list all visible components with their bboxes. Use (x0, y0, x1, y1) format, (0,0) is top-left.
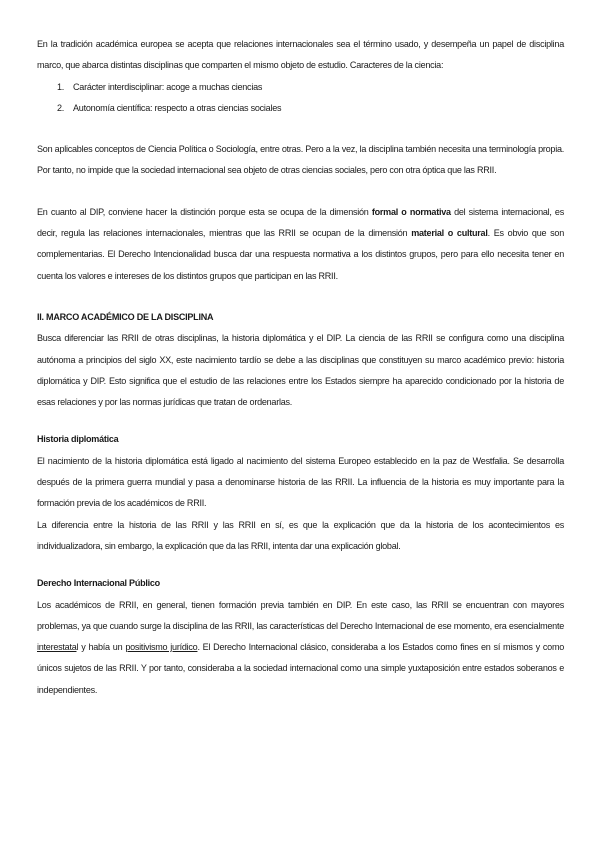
text-run: Los académicos de RRII, en general, tienen formación previa también en DIP. En este caso, las RRII se encuentran con mayores problemas, ya que cuando surge la disciplina de las RRII, las características del Derecho Internacional de ese momento, era esencialmente (37, 599, 564, 631)
underlined-term-interestatal: interestata (37, 642, 77, 653)
subheading-derecho-internacional: Derecho Internacional Público (37, 578, 160, 589)
science-characteristics-list (37, 77, 564, 120)
underlined-term-positivismo: positivismo jurídico (125, 642, 198, 653)
list-item-text: Carácter interdisciplinar: acoge a muchas ciencias (73, 81, 263, 92)
list-item-number: 2. (57, 102, 65, 113)
section-heading-academic-framework: II. MARCO ACADÉMICO DE LA DISCIPLINA (37, 311, 214, 322)
list-item-number: 1. (57, 81, 65, 92)
intro-paragraph: En la tradición académica europea se acepta que relaciones internacionales sea el término usado, y desempeña un papel de disciplina marco, que abarca distintas disciplinas que comparten el mismo objeto de estudio. Caracteres de la ciencia: (37, 39, 564, 71)
historia-paragraph-2: La diferencia entre la historia de las RRII y las RRII en sí, es que la explicación que da la historia de los acontecimientos es individualizadora, sin embargo, la explicación que da las RRII, intenta dar una explicación global. (37, 519, 564, 551)
historia-paragraph-1: El nacimiento de la historia diplomática está ligado al nacimiento del sistema Europeo establecido en la paz de Westfalia. Se desarrolla después de la primera guerra mundial y pasa a denominarse historia de las RRII. La influencia de la historia es muy importante para la formación previa de los académicos de RRII. (37, 455, 564, 509)
list-item (37, 98, 564, 119)
academic-framework-paragraph: Busca diferenciar las RRII de otras disciplinas, la historia diplomática y el DIP. La ciencia de las RRII se configura como una disciplina autónoma a principios del siglo XX, este nacimiento tardío se debe a las disciplinas que constituyen su marco académico previo: historia diplomática y DIP. Esto significa que el estudio de las relaciones entre los Estados siempre ha aparecido condicionado por la historia de esas relaciones y por las normas jurídicas que tratan de ordenarlas. (37, 333, 564, 408)
list-item-text: Autonomía científica: respecto a otras ciencias sociales (73, 102, 282, 113)
text-run: l y había un (76, 642, 126, 653)
dip-distinction-paragraph (37, 202, 564, 287)
text-run: . El Derecho Internacional clásico, consideraba a los Estados como fines en sí mismos y como únicos sujetos de las RRII. Y por tanto, consideraba a la sociedad internacional como una simple yuxtaposición entre estados soberanos e independientes. (37, 642, 565, 695)
bold-term-formal: formal o normativa (371, 206, 451, 217)
terminology-paragraph: Son aplicables conceptos de Ciencia Política o Sociología, entre otras. Pero a la vez, la disciplina también necesita una terminología propia. Por tanto, no impide que la sociedad internacional sea objeto de otras ciencias sociales, pero con otra óptica que las RRII. (37, 144, 564, 176)
text-run: En cuanto al DIP, conviene hacer la distinción porque esta se ocupa de la dimensión (37, 206, 372, 217)
dip-paragraph (37, 595, 564, 701)
text-run: . Es obvio que son complementarias. El Derecho Intencionalidad busca dar una respuesta normativa a los distintos grupos, pero para ello necesita tener en cuenta los valores e intereses de los distintos grupos que participan en las RRII. (37, 228, 564, 281)
bold-term-material: material o cultural (411, 228, 488, 239)
text-run: del sistema internacional, es decir, regula las relaciones internacionales, mientras que las RRII se ocupan de la dimensión (37, 206, 564, 239)
document-body (37, 34, 564, 701)
list-item (37, 77, 564, 98)
subheading-historia-diplomatica: Historia diplomática (37, 434, 119, 445)
